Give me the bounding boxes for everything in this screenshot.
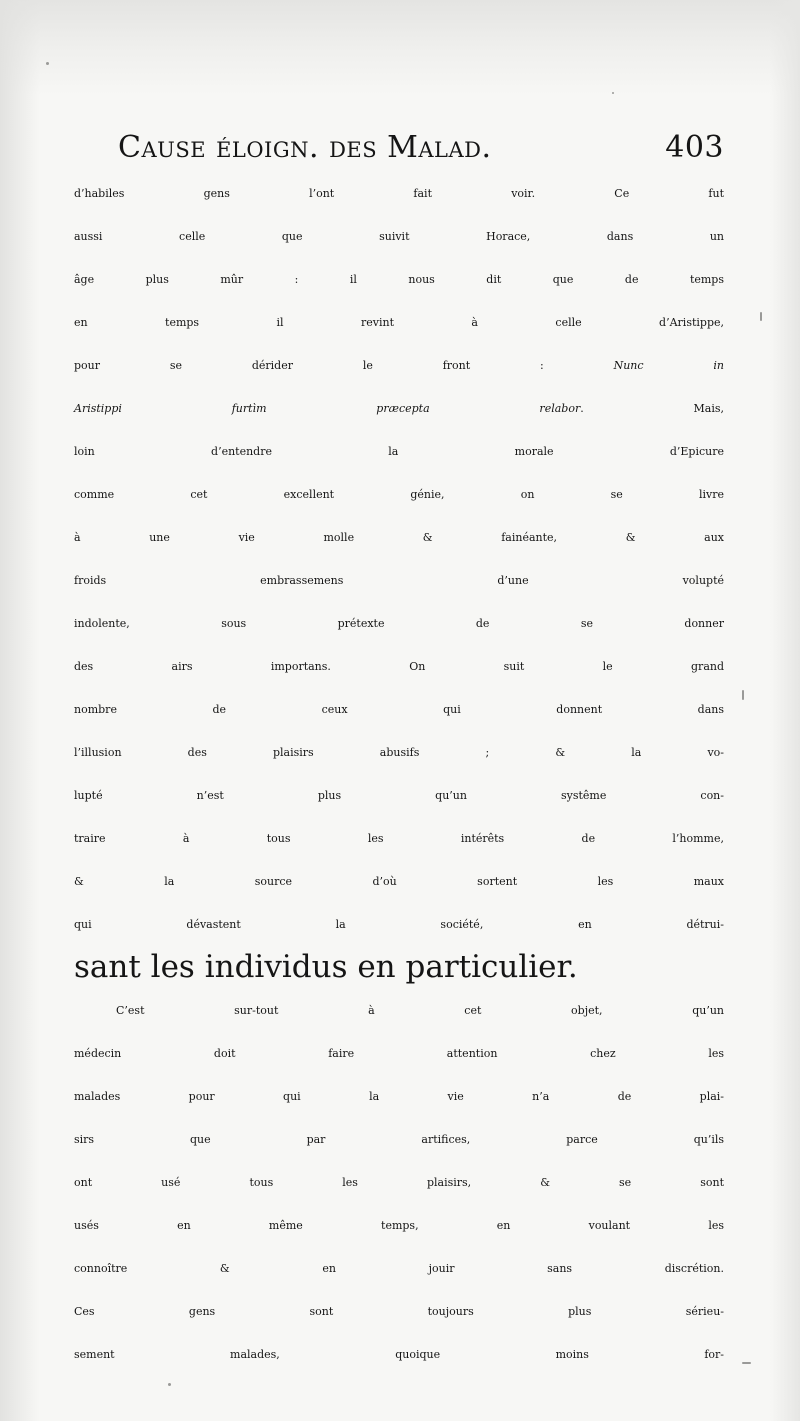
text-line: sirs que par artifices, parce qu’ils bbox=[74, 1133, 724, 1146]
paper-speck bbox=[742, 1362, 751, 1364]
text-line: l’illusion des plaisirs abusifs ; & la vo- bbox=[74, 746, 724, 759]
text-line: malades pour qui la vie n’a de plai- bbox=[74, 1090, 724, 1103]
text-line: pour se dérider le front : Nunc in bbox=[74, 359, 724, 372]
latin-quote: Aristippi furtìm præcepta relabor bbox=[74, 402, 581, 415]
text-line: ont usé tous les plaisirs, & se sont bbox=[74, 1176, 724, 1189]
paper-speck bbox=[612, 92, 614, 94]
text-line: connoître & en jouir sans discrétion. bbox=[74, 1262, 724, 1275]
text-line: loin d’entendre la morale d’Epicure bbox=[74, 445, 724, 458]
paper-speck bbox=[168, 1383, 171, 1386]
text-line: qui dévastent la société, en détrui- bbox=[74, 918, 724, 931]
text-line: indolente, sous prétexte de se donner bbox=[74, 617, 724, 630]
page-edge-shadow bbox=[770, 0, 800, 1421]
running-head-title: Cause éloign. des Malad. bbox=[118, 130, 492, 165]
text-line: usés en même temps, en voulant les bbox=[74, 1219, 724, 1232]
text-line: nombre de ceux qui donnent dans bbox=[74, 703, 724, 716]
page-text bbox=[74, 124, 724, 1376]
text-line: C’est sur-tout à cet objet, qu’un bbox=[116, 1004, 724, 1017]
text-line: sement malades, quoique moins for- bbox=[74, 1348, 724, 1361]
page-number: 403 bbox=[665, 130, 724, 165]
text-line: & la source d’où sortent les maux bbox=[74, 875, 724, 888]
text-line: à une vie molle & fainéante, & aux bbox=[74, 531, 724, 544]
text-line: médecin doit faire attention chez les bbox=[74, 1047, 724, 1060]
text-line: froids embrassemens d’une volupté bbox=[74, 574, 724, 587]
text-line: Aristippi furtìm præcepta relabor. Mais, bbox=[74, 402, 724, 415]
text-line: lupté n’est plus qu’un systême con- bbox=[74, 789, 724, 802]
paper-speck bbox=[742, 690, 744, 700]
paper-speck bbox=[760, 312, 762, 321]
text-line: en temps il revint à celle d’Aristippe, bbox=[74, 316, 724, 329]
text-line: aussi celle que suivit Horace, dans un bbox=[74, 230, 724, 243]
text-line: des airs importans. On suit le grand bbox=[74, 660, 724, 673]
text-line: d’habiles gens l’ont fait voir. Ce fut bbox=[74, 187, 724, 200]
text-line: comme cet excellent génie, on se livre bbox=[74, 488, 724, 501]
paper-speck bbox=[46, 62, 49, 65]
text-line: Ces gens sont toujours plus sérieu- bbox=[74, 1305, 724, 1318]
text-line: traire à tous les intérêts de l’homme, bbox=[74, 832, 724, 845]
text-line: sant les individus en particulier. bbox=[74, 949, 578, 985]
running-head bbox=[74, 124, 724, 172]
text-line: âge plus mûr : il nous dit que de temps bbox=[74, 273, 724, 286]
page-edge-shadow bbox=[0, 0, 40, 1421]
page-edge-shadow bbox=[0, 0, 800, 95]
latin-quote: Nunc in bbox=[613, 359, 724, 372]
